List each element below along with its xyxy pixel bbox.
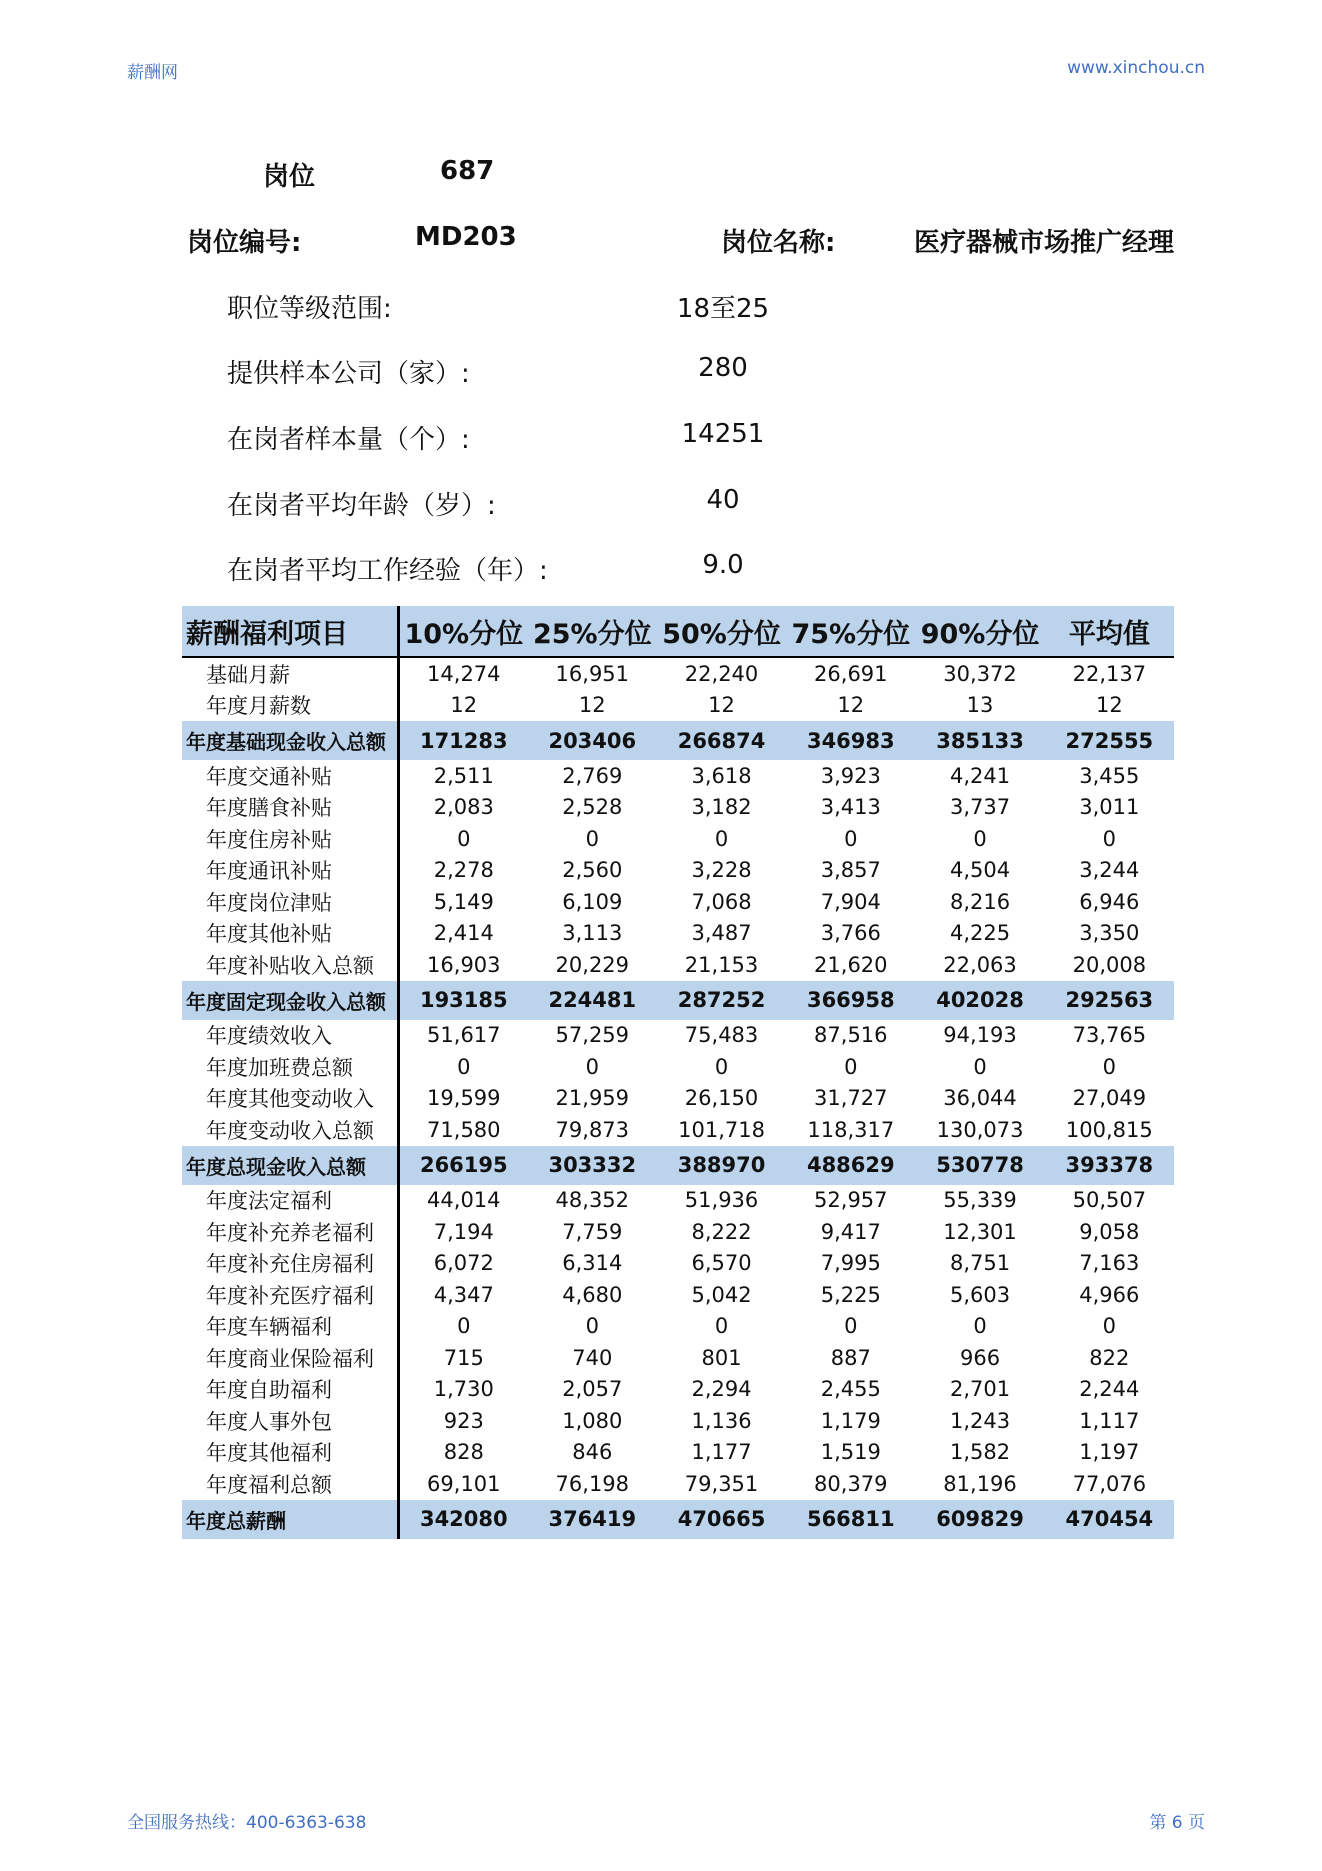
cell-value: 0 [714, 1054, 729, 1079]
cell-value: 1,177 [691, 1440, 752, 1465]
cell-value: 566811 [786, 1500, 915, 1539]
cell-value: 4,966 [1079, 1282, 1140, 1307]
cell-value: 26,150 [684, 1086, 759, 1111]
table-row [182, 657, 1174, 690]
row-label: 年度岗位津贴 [182, 886, 398, 918]
row-label: 基础月薪 [182, 657, 398, 690]
row-label: 年度人事外包 [182, 1405, 398, 1437]
cell-value: 3,244 [1079, 858, 1140, 883]
cell-value: 9,058 [1079, 1219, 1140, 1244]
cell-value: 0 [844, 1314, 858, 1339]
cell-value: 48,352 [555, 1188, 630, 1213]
column-header: 薪酬福利项目 [182, 606, 398, 657]
table-summary-row [182, 1146, 1174, 1185]
cell-value: 19,599 [427, 1086, 501, 1111]
info-value-sample-size: 14251 [681, 419, 765, 449]
cell-value: 2,701 [949, 1377, 1011, 1402]
cell-value: 2,057 [562, 1377, 623, 1402]
cell-value: 12 [578, 693, 606, 718]
table-row [182, 1342, 1174, 1374]
table-row [182, 1216, 1174, 1248]
cell-value: 3,737 [949, 795, 1011, 820]
cell-value: 7,759 [562, 1219, 623, 1244]
cell-value: 2,455 [820, 1377, 881, 1402]
cell-value: 1,243 [949, 1408, 1011, 1433]
cell-value: 0 [844, 1054, 858, 1079]
position-label: 岗位 [263, 162, 316, 192]
position-value: 687 [440, 156, 495, 186]
cell-value: 21,153 [684, 952, 759, 977]
column-header: 90%分位 [915, 606, 1044, 657]
cell-value: 1,730 [433, 1377, 494, 1402]
job-name-label: 岗位名称: [721, 228, 836, 258]
row-label: 年度加班费总额 [182, 1051, 398, 1083]
row-label: 年度其他补贴 [182, 918, 398, 950]
cell-value: 828 [443, 1440, 484, 1465]
cell-value: 13 [966, 693, 994, 718]
cell-value: 118,317 [807, 1117, 895, 1142]
cell-value: 69,101 [427, 1471, 501, 1496]
cell-value: 2,294 [691, 1377, 752, 1402]
cell-value: 8,751 [949, 1251, 1011, 1276]
cell-value: 20,229 [555, 952, 630, 977]
row-label: 年度补充养老福利 [182, 1216, 398, 1248]
cell-value: 266195 [398, 1146, 527, 1185]
cell-value: 2,278 [433, 858, 494, 883]
cell-value: 27,049 [1072, 1086, 1147, 1111]
info-value-avg-experience: 9.0 [702, 550, 744, 580]
cell-value: 0 [585, 1054, 599, 1079]
cell-value: 1,179 [820, 1408, 881, 1433]
cell-value: 3,182 [691, 795, 752, 820]
cell-value: 923 [443, 1408, 484, 1433]
cell-value: 4,347 [433, 1282, 494, 1307]
cell-value: 346983 [786, 721, 915, 760]
cell-value: 846 [572, 1440, 613, 1465]
cell-value: 292563 [1045, 981, 1174, 1020]
row-label: 年度补充住房福利 [182, 1248, 398, 1280]
job-code-label: 岗位编号: [187, 228, 302, 258]
cell-value: 100,815 [1065, 1117, 1153, 1142]
cell-value: 3,487 [691, 921, 752, 946]
job-code-value: MD203 [415, 222, 517, 252]
cell-value: 16,903 [427, 952, 501, 977]
job-name-value: 医疗器械市场推广经理 [914, 228, 1175, 258]
table-summary-row [182, 1500, 1174, 1539]
table-row [182, 823, 1174, 855]
cell-value: 1,197 [1079, 1440, 1140, 1465]
cell-value: 3,857 [820, 858, 881, 883]
cell-value: 22,240 [657, 657, 786, 690]
cell-value: 21,959 [555, 1086, 630, 1111]
cell-value: 8,222 [691, 1219, 752, 1244]
row-label: 年度总现金收入总额 [182, 1146, 398, 1185]
cell-value: 488629 [786, 1146, 915, 1185]
table-row [182, 918, 1174, 950]
cell-value: 12 [708, 693, 735, 718]
row-label: 年度固定现金收入总额 [182, 981, 398, 1020]
cell-value: 76,198 [555, 1471, 630, 1496]
table-row [182, 1083, 1174, 1115]
table-summary-row [182, 721, 1174, 760]
cell-value: 3,228 [691, 858, 752, 883]
table-header-row [182, 606, 1174, 657]
cell-value: 224481 [528, 981, 657, 1020]
cell-value: 2,414 [433, 921, 494, 946]
table-row [182, 1374, 1174, 1406]
row-label: 年度膳食补贴 [182, 792, 398, 824]
cell-value: 193185 [398, 981, 527, 1020]
column-header: 75%分位 [786, 606, 915, 657]
table-row [182, 1405, 1174, 1437]
table-row [182, 855, 1174, 887]
cell-value: 5,225 [820, 1282, 881, 1307]
info-label-companies: 提供样本公司（家）: [227, 359, 470, 389]
cell-value: 30,372 [915, 657, 1044, 690]
column-header: 平均值 [1045, 606, 1174, 657]
cell-value: 0 [1102, 1314, 1117, 1339]
cell-value: 94,193 [943, 1023, 1017, 1048]
cell-value: 530778 [915, 1146, 1044, 1185]
row-label: 年度交通补贴 [182, 760, 398, 792]
cell-value: 0 [457, 826, 471, 851]
cell-value: 966 [960, 1345, 1001, 1370]
table-row [182, 1311, 1174, 1343]
cell-value: 73,765 [1072, 1023, 1147, 1048]
cell-value: 1,117 [1079, 1408, 1140, 1433]
cell-value: 9,417 [820, 1219, 881, 1244]
cell-value: 2,083 [433, 795, 494, 820]
cell-value: 1,136 [691, 1408, 752, 1433]
cell-value: 609829 [915, 1500, 1044, 1539]
cell-value: 0 [973, 1314, 987, 1339]
cell-value: 0 [585, 826, 599, 851]
cell-value: 12 [450, 693, 478, 718]
cell-value: 715 [443, 1345, 484, 1370]
info-label-avg-age: 在岗者平均年龄（岁）: [227, 491, 496, 521]
row-label: 年度变动收入总额 [182, 1114, 398, 1146]
cell-value: 3,113 [562, 921, 623, 946]
cell-value: 6,570 [691, 1251, 752, 1276]
cell-value: 3,766 [820, 921, 881, 946]
cell-value: 5,149 [433, 889, 494, 914]
cell-value: 51,617 [427, 1023, 501, 1048]
cell-value: 8,216 [949, 889, 1011, 914]
cell-value: 51,936 [684, 1188, 759, 1213]
cell-value: 3,923 [820, 763, 881, 788]
cell-value: 171283 [398, 721, 527, 760]
hotline: 全国服务热线：400-6363-638 [127, 1813, 367, 1833]
column-header: 50%分位 [657, 606, 786, 657]
cell-value: 388970 [657, 1146, 786, 1185]
row-label: 年度通讯补贴 [182, 855, 398, 887]
cell-value: 1,519 [820, 1440, 881, 1465]
row-label: 年度其他福利 [182, 1437, 398, 1469]
table-row [182, 949, 1174, 981]
cell-value: 0 [973, 826, 987, 851]
cell-value: 50,507 [1072, 1188, 1147, 1213]
cell-value: 0 [714, 1314, 729, 1339]
cell-value: 7,904 [820, 889, 881, 914]
cell-value: 12 [837, 693, 865, 718]
table-summary-row [182, 981, 1174, 1020]
cell-value: 4,504 [949, 858, 1011, 883]
cell-value: 55,339 [943, 1188, 1017, 1213]
info-label-avg-experience: 在岗者平均工作经验（年）: [227, 556, 548, 586]
row-label: 年度月薪数 [182, 690, 398, 722]
site-url[interactable]: www.xinchou.cn [1067, 58, 1205, 78]
table-row [182, 1468, 1174, 1500]
cell-value: 266874 [657, 721, 786, 760]
cell-value: 0 [457, 1314, 471, 1339]
cell-value: 6,109 [562, 889, 623, 914]
table-row [182, 690, 1174, 722]
cell-value: 79,351 [684, 1471, 759, 1496]
cell-value: 342080 [398, 1500, 527, 1539]
cell-value: 7,068 [691, 889, 752, 914]
cell-value: 287252 [657, 981, 786, 1020]
site-name: 薪酬网 [127, 63, 178, 83]
table-row [182, 1437, 1174, 1469]
cell-value: 2,528 [562, 795, 623, 820]
cell-value: 5,042 [691, 1282, 752, 1307]
cell-value: 470454 [1045, 1500, 1174, 1539]
cell-value: 16,951 [528, 657, 657, 690]
cell-value: 1,582 [949, 1440, 1011, 1465]
cell-value: 303332 [528, 1146, 657, 1185]
cell-value: 3,618 [691, 763, 752, 788]
cell-value: 0 [714, 826, 729, 851]
row-label: 年度法定福利 [182, 1185, 398, 1217]
table-row [182, 886, 1174, 918]
cell-value: 366958 [786, 981, 915, 1020]
table-row [182, 1051, 1174, 1083]
cell-value: 0 [457, 1054, 471, 1079]
table-row [182, 1185, 1174, 1217]
cell-value: 376419 [528, 1500, 657, 1539]
cell-value: 26,691 [786, 657, 915, 690]
cell-value: 385133 [915, 721, 1044, 760]
cell-value: 2,560 [562, 858, 623, 883]
cell-value: 2,244 [1079, 1377, 1140, 1402]
cell-value: 81,196 [943, 1471, 1017, 1496]
cell-value: 77,076 [1072, 1471, 1147, 1496]
row-label: 年度福利总额 [182, 1468, 398, 1500]
row-label: 年度绩效收入 [182, 1020, 398, 1052]
table-row [182, 1020, 1174, 1052]
cell-value: 87,516 [814, 1023, 888, 1048]
cell-value: 52,957 [814, 1188, 888, 1213]
cell-value: 31,727 [814, 1086, 888, 1111]
cell-value: 7,163 [1079, 1251, 1140, 1276]
row-label: 年度自助福利 [182, 1374, 398, 1406]
cell-value: 272555 [1045, 721, 1174, 760]
cell-value: 203406 [528, 721, 657, 760]
cell-value: 740 [572, 1345, 613, 1370]
cell-value: 79,873 [555, 1117, 630, 1142]
info-value-companies: 280 [698, 353, 748, 383]
row-label: 年度住房补贴 [182, 823, 398, 855]
cell-value: 7,194 [433, 1219, 494, 1244]
cell-value: 393378 [1045, 1146, 1174, 1185]
cell-value: 4,241 [949, 763, 1011, 788]
cell-value: 130,073 [936, 1117, 1024, 1142]
cell-value: 36,044 [943, 1086, 1017, 1111]
cell-value: 3,413 [820, 795, 881, 820]
cell-value: 6,314 [562, 1251, 623, 1276]
row-label: 年度商业保险福利 [182, 1342, 398, 1374]
table-row [182, 1114, 1174, 1146]
cell-value: 20,008 [1072, 952, 1147, 977]
cell-value: 22,137 [1045, 657, 1174, 690]
cell-value: 22,063 [943, 952, 1017, 977]
cell-value: 822 [1089, 1345, 1130, 1370]
cell-value: 21,620 [814, 952, 888, 977]
cell-value: 3,455 [1079, 763, 1140, 788]
cell-value: 57,259 [555, 1023, 630, 1048]
cell-value: 4,225 [949, 921, 1011, 946]
cell-value: 44,014 [427, 1188, 501, 1213]
cell-value: 0 [1102, 1054, 1117, 1079]
cell-value: 5,603 [949, 1282, 1011, 1307]
cell-value: 470665 [657, 1500, 786, 1539]
cell-value: 1,080 [562, 1408, 623, 1433]
column-header: 10%分位 [398, 606, 527, 657]
row-label: 年度基础现金收入总额 [182, 721, 398, 760]
info-label-grade: 职位等级范围: [227, 294, 392, 324]
info-label-sample-size: 在岗者样本量（个）: [227, 425, 470, 455]
cell-value: 887 [830, 1345, 871, 1370]
cell-value: 2,511 [433, 763, 494, 788]
table-row [182, 792, 1174, 824]
cell-value: 101,718 [678, 1117, 765, 1142]
row-label: 年度其他变动收入 [182, 1083, 398, 1115]
page-number: 第 6 页 [1149, 1813, 1205, 1833]
cell-value: 6,072 [433, 1251, 494, 1276]
cell-value: 71,580 [427, 1117, 501, 1142]
cell-value: 4,680 [562, 1282, 623, 1307]
cell-value: 75,483 [684, 1023, 759, 1048]
cell-value: 12,301 [943, 1219, 1017, 1244]
cell-value: 80,379 [814, 1471, 888, 1496]
row-label: 年度补贴收入总额 [182, 949, 398, 981]
cell-value: 0 [1102, 826, 1117, 851]
table-row [182, 1248, 1174, 1280]
cell-value: 0 [844, 826, 858, 851]
cell-value: 12 [1095, 693, 1123, 718]
column-header: 25%分位 [528, 606, 657, 657]
info-value-avg-age: 40 [706, 485, 740, 515]
cell-value: 0 [973, 1054, 987, 1079]
cell-value: 7,995 [820, 1251, 881, 1276]
cell-value: 0 [585, 1314, 599, 1339]
cell-value: 402028 [915, 981, 1044, 1020]
cell-value: 6,946 [1079, 889, 1140, 914]
table-row [182, 1279, 1174, 1311]
info-value-grade: 18至25 [676, 294, 770, 324]
row-label: 年度总薪酬 [182, 1500, 398, 1539]
salary-table [182, 606, 1174, 1539]
cell-value: 14,274 [398, 657, 527, 690]
cell-value: 3,011 [1079, 795, 1140, 820]
cell-value: 3,350 [1079, 921, 1140, 946]
cell-value: 801 [701, 1345, 742, 1370]
row-label: 年度车辆福利 [182, 1311, 398, 1343]
cell-value: 2,769 [562, 763, 623, 788]
table-row [182, 760, 1174, 792]
row-label: 年度补充医疗福利 [182, 1279, 398, 1311]
